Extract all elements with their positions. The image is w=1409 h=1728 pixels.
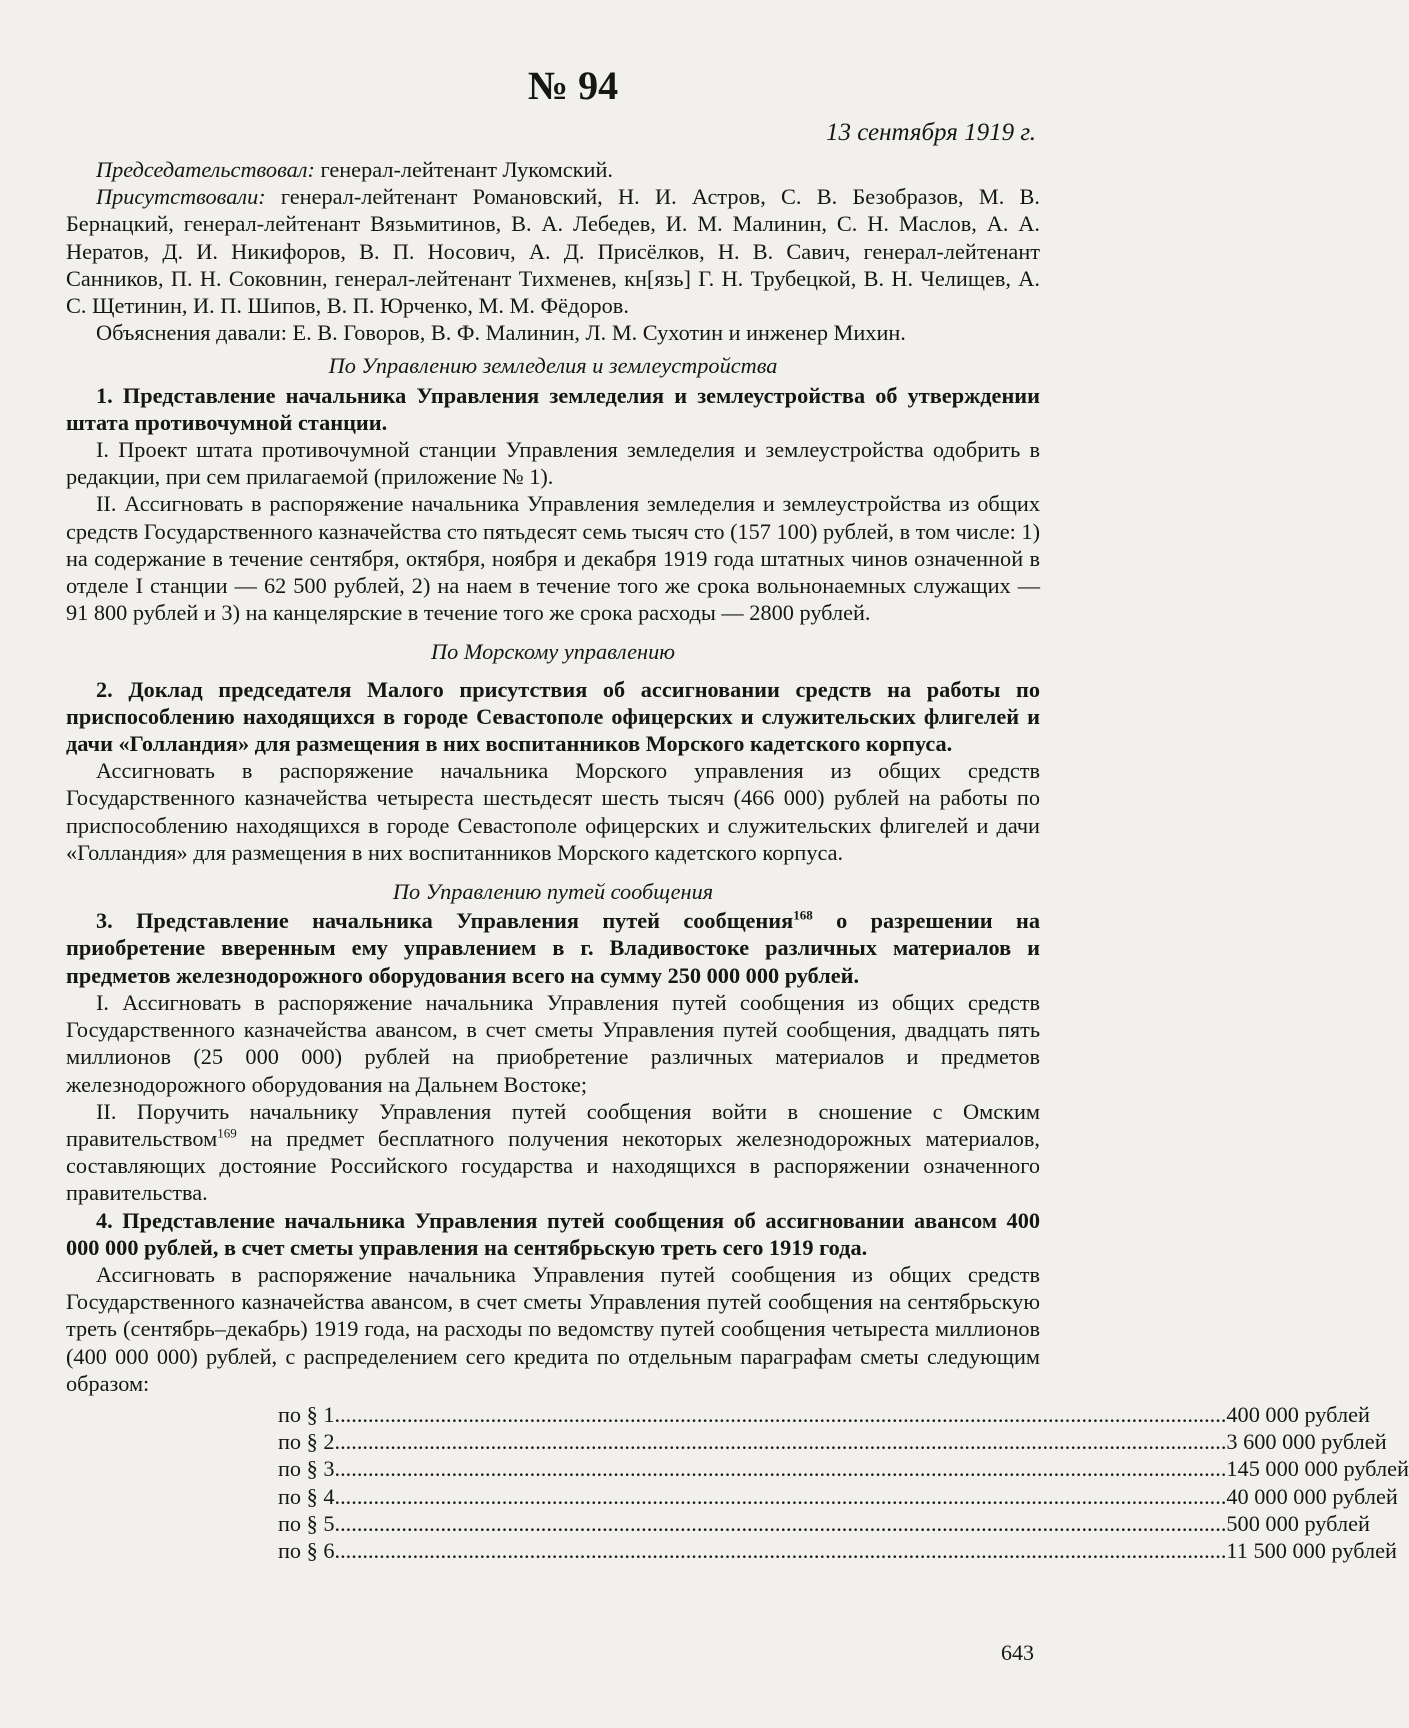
payment-row — [278, 1537, 1397, 1564]
payment-row — [278, 1455, 1409, 1482]
payment-amount: 3 600 000 рублей — [1226, 1429, 1387, 1455]
item-3-paragraph-2 — [66, 1098, 1040, 1207]
payment-label: по § 4 — [278, 1483, 335, 1509]
page-number: 643 — [1001, 1640, 1034, 1665]
item-4-title: 4. Представление начальника Управления путей сообщения об ассигновании авансом 400 000 000 рублей, в счет сметы управления на сентябрьскую треть сего 1919 года. — [66, 1207, 1040, 1260]
payment-amount: 500 000 рублей — [1226, 1510, 1370, 1536]
item-3-paragraph-1: I. Ассигновать в распоряжение начальника Управления путей сообщения из общих средств Государственного казначейства авансом, в счет сметы Управления путей сообщения, двадцать пять миллионов (25 000 000) рублей на приобретение различных материалов и предметов железнодорожного оборудования на Дальнем Востоке; — [66, 989, 1040, 1097]
document-date: 13 сентября 1919 г. — [825, 119, 1036, 146]
chair-label: Председательствовал: — [96, 157, 315, 182]
present-line — [66, 183, 1040, 319]
leader-dots: ................................................................................................................................................................ — [334, 1401, 1227, 1427]
payment-amount: 11 500 000 рублей — [1226, 1537, 1397, 1563]
present-label: Присутствовали: — [96, 184, 266, 210]
document-body — [66, 156, 1409, 1564]
leader-dots: ................................................................................................................................................................ — [334, 1537, 1227, 1563]
item-1-paragraph-2: II. Ассигновать в распоряжение начальника Управления земледелия и землеустройства из общих средств Государственного казначейства сто пятьдесят семь тысяч сто (157 100) рублей, в том числе: 1) на содержание в течение сентября, октября, ноября и декабря 1919 года штатных чинов означенной в отделе I станции — 62 500 рублей, 2) на наем в течение того же срока вольнонаемных служащих — 91 800 рублей и 3) на канцелярские в течение того же срока расходы — 2800 рублей. — [66, 491, 1040, 626]
payment-amount: 40 000 000 рублей — [1226, 1483, 1398, 1509]
payment-list — [66, 1401, 1409, 1564]
item-1-paragraph-1: I. Проект штата противочумной станции Управления земледелия и землеустройства одобрить в редакции, при сем прилагаемой (приложение № 1). — [66, 437, 1040, 490]
payment-row — [278, 1401, 1370, 1428]
item-3-title-a: 3. Представление начальника Управления путей сообщения — [96, 908, 794, 934]
document-number: № 94 — [527, 63, 619, 108]
payment-label: по § 3 — [278, 1456, 335, 1482]
explain-line: Объяснения давали: Е. В. Говоров, В. Ф. Малинин, Л. М. Сухотин и инженер Михин. — [96, 320, 906, 346]
footnote-169: 169 — [217, 1125, 237, 1141]
leader-dots: ................................................................................................................................................................ — [334, 1456, 1227, 1482]
payment-row — [278, 1510, 1370, 1537]
chair-text: генерал-лейтенант Лукомский. — [314, 157, 613, 182]
payment-amount: 145 000 000 рублей — [1226, 1456, 1409, 1482]
leader-dots: ................................................................................................................................................................ — [334, 1510, 1227, 1536]
leader-dots: ................................................................................................................................................................ — [334, 1429, 1227, 1455]
payment-label: по § 2 — [278, 1429, 335, 1455]
item-3-p2-a: II. Поручить начальнику Управления путей сообщения войти в сношение с Омским правительством — [66, 1098, 1040, 1151]
item-2-title: 2. Доклад председателя Малого присутствия об ассигновании средств на работы по приспособлению находящихся в городе Севастополе офицерских и служительских флигелей и дачи «Голландия» для размещения в них воспитанников Морского кадетского корпуса. — [66, 676, 1040, 757]
payment-row — [278, 1428, 1387, 1455]
payment-label: по § 6 — [278, 1537, 335, 1563]
section-heading-navy: По Морскому управлению — [431, 639, 675, 665]
present-text: генерал-лейтенант Романовский, Н. И. Астров, С. В. Безобразов, М. В. Бернацкий, генерал-лейтенант Вязьмитинов, В. А. Лебедев, И. М. Малинин, С. Н. Маслов, А. А. Нератов, Д. И. Никифоров, В. П. Носович, А. Д. Присёлков, Н. В. Савич, генерал-лейтенант Санников, П. Н. Соковнин, генерал-лейтенант Тихменев, кн[язь] Г. Н. Трубецкой, В. Н. Челищев, А. С. Щетинин, И. П. Шипов, В. П. Юрченко, М. М. Фёдоров. — [66, 184, 1040, 319]
item-3-p2-b: на предмет бесплатного получения некоторых железнодорожных материалов, составляющих достояние Российского государства и находящихся в распоряжении означенного правительства. — [66, 1125, 1040, 1206]
payment-label: по § 1 — [278, 1401, 335, 1427]
section-heading-railways: По Управлению путей сообщения — [392, 879, 714, 905]
item-3-title — [66, 907, 1040, 989]
section-heading-agriculture: По Управлению земледелия и землеустройства — [328, 353, 778, 379]
payment-amount: 400 000 рублей — [1226, 1401, 1370, 1427]
footnote-168: 168 — [793, 907, 813, 923]
item-4-paragraph-1: Ассигновать в распоряжение начальника Управления путей сообщения из общих средств Государственного казначейства авансом, в счет сметы Управления путей сообщения на сентябрьскую треть (сентябрь–декабрь) 1919 года, на расходы по ведомству путей сообщения четыреста миллионов (400 000 000) рублей, с распределением сего кредита по отдельным параграфам сметы следующим образом: — [66, 1261, 1040, 1396]
chair-line — [66, 156, 1040, 183]
leader-dots: ................................................................................................................................................................ — [334, 1483, 1227, 1509]
item-3-title-b: о разрешении на приобретение вверенным ему управлением в г. Владивостоке различных материалов и предметов железнодорожного оборудования всего на сумму 250 000 000 рублей. — [66, 908, 1040, 988]
item-2-paragraph-1: Ассигновать в распоряжение начальника Морского управления из общих средств Государственного казначейства четыреста шестьдесят шесть тысяч (466 000) рублей на работы по приспособлению находящихся в городе Севастополе офицерских и служительских флигелей и дачи «Голландия» для размещения в них воспитанников Морского кадетского корпуса. — [66, 758, 1040, 865]
payment-label: по § 5 — [278, 1510, 335, 1536]
payment-row — [278, 1483, 1398, 1510]
item-1-title: 1. Представление начальника Управления земледелия и землеустройства об утверждении штата противочумной станции. — [66, 382, 1040, 435]
